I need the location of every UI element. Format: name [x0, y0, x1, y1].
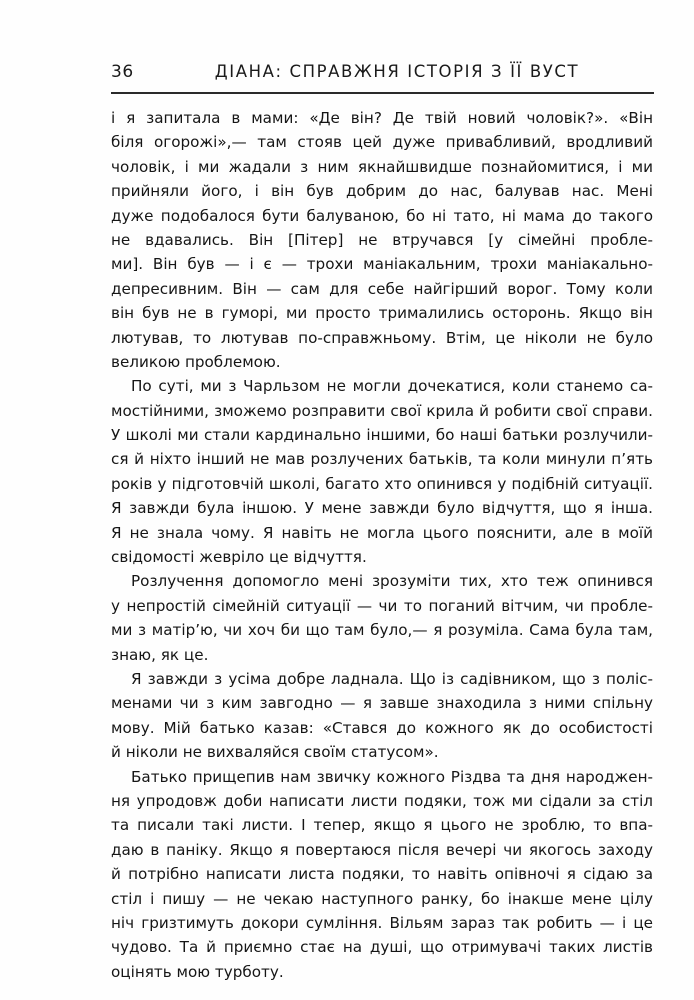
text-line: чоловік, і ми жадали з ним якнайшвидше познайомитися, і ми	[111, 157, 653, 176]
text-line: й потрібно написати листа подяки, то навіть опівночі я сідаю за	[111, 865, 653, 884]
paragraph	[111, 374, 653, 569]
text-line: у непростій сімейній ситуації — чи то поганий вітчим, чи пробле-	[111, 596, 653, 615]
text-line: і я запитала в мами: «Де він? Де твій новий чоловік?». «Він	[111, 109, 653, 127]
text-line: ніч гризтимуть докори сумління. Вільям зараз так робить — і це	[111, 913, 653, 932]
text-line: даю в паніку. Якщо я повертаюся після вечері чи якогось заходу	[111, 840, 653, 859]
text-line: знаю, як це.	[111, 645, 209, 664]
text-line: стіл і пишу — не чекаю наступного ранку, бо інакше мене цілу	[111, 889, 653, 908]
text-line: Я не знала чому. Я навіть не могла цього пояснити, але в моїй	[111, 523, 653, 542]
text-line: років у підготовчій школі, багато хто опинився у подібній ситуації.	[111, 474, 653, 493]
text-line: мостійними, зможемо розправити свої крила й робити свої справи.	[111, 401, 653, 420]
text-line: оцінять мою турботу.	[111, 962, 284, 981]
paragraph	[111, 569, 653, 667]
paragraph	[111, 765, 653, 985]
text-line: Я завжди була іншою. У мене завжди було відчуття, що я інша.	[111, 499, 653, 518]
text-line: прийняли його, і він був добрим до нас, балував нас. Мені	[111, 182, 653, 201]
text-line: депресивним. Він — сам для себе найгірший ворог. Тому коли	[111, 279, 653, 298]
text-line: Я завжди з усіма добре ладнала. Що із садівником, що з поліс-	[131, 669, 653, 688]
text-line: свідомості жевріло це відчуття.	[111, 548, 367, 567]
text-line: не вдавались. Він [Пітер] не втручався [у сімейні пробле-	[111, 230, 653, 249]
text-line: ми]. Він був — і є — трохи маніакальним, трохи маніакально-	[111, 255, 653, 274]
text-line: чудово. Та й приємно стає на душі, що отримувачі таких листів	[111, 938, 653, 957]
text-line: дуже подобалося бути балуваною, бо ні тато, ні мама до такого	[111, 206, 653, 225]
text-line: ми з матір’ю, чи хоч би що там було,— я розуміла. Сама була там,	[111, 621, 653, 640]
body-text	[111, 106, 653, 984]
text-line: біля огорожі»,— там стояв цей дуже привабливий, вродливий	[111, 133, 653, 152]
paragraph	[111, 667, 653, 765]
book-title: ДІАНА: СПРАВЖНЯ ІСТОРІЯ З ЇЇ ВУСТ	[214, 62, 580, 81]
text-line: великою проблемою.	[111, 352, 281, 371]
header-divider	[111, 92, 654, 94]
text-line: мову. Мій батько казав: «Стався до кожного як до особистості	[111, 718, 653, 737]
text-line: менами чи з ким завгодно — я завше знаходила з ними спільну	[111, 694, 653, 713]
text-line: лютував, то лютував по-справжньому. Втім, це ніколи не було	[111, 328, 653, 347]
text-line: й ніколи не вихваляйся своїм статусом».	[111, 743, 439, 762]
text-line: У школі ми стали кардинально іншими, бо наші батьки розлучили-	[111, 426, 653, 445]
text-line: Батько прищепив нам звичку кожного Різдва та дня народжен-	[131, 767, 653, 786]
running-header	[111, 62, 653, 88]
paragraph	[111, 106, 653, 374]
text-line: та писали такі листи. І тепер, якщо я цього не зроблю, то впа-	[111, 816, 653, 835]
text-line: ся й ніхто інший не мав розлучених батьків, та коли минули п’ять	[111, 450, 653, 469]
text-line: він був не в гуморі, ми просто трималились осторонь. Якщо він	[111, 304, 653, 323]
text-line: Розлучення допомогло мені зрозуміти тих, хто теж опинився	[131, 572, 653, 591]
page-number: 36	[111, 62, 134, 82]
text-line: По суті, ми з Чарльзом не могли дочекатися, коли станемо са-	[131, 377, 653, 396]
text-line: ня упродовж доби написати листи подяки, тож ми сідали за стіл	[111, 791, 653, 810]
